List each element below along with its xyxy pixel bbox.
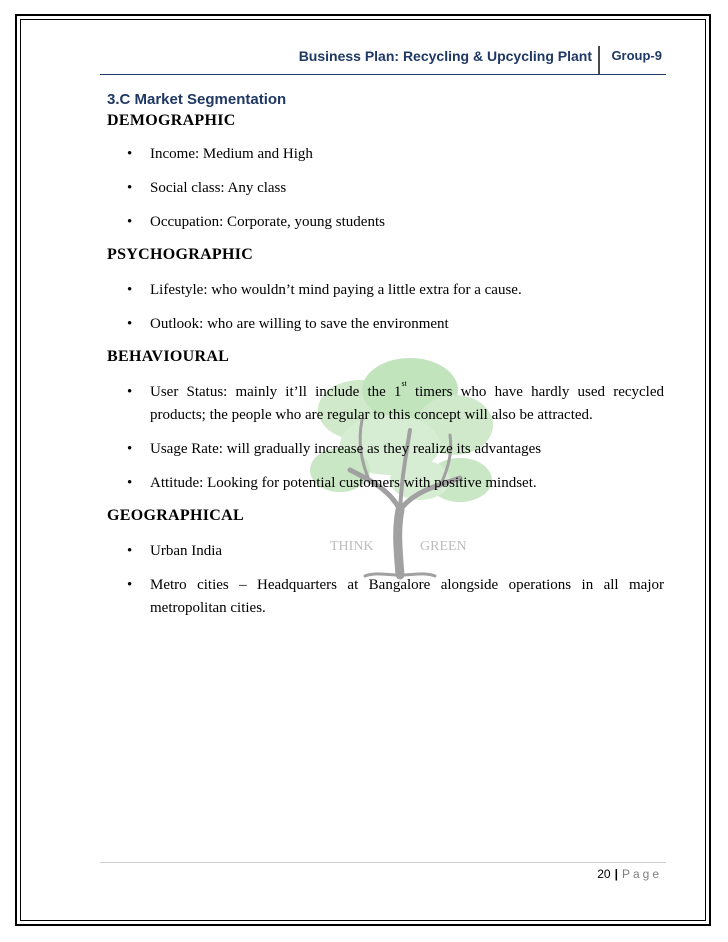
footer-page-label [597, 867, 662, 881]
list-item: • Lifestyle: who wouldn’t mind paying a little extra for a cause. [107, 279, 664, 302]
list-item: • Urban India [107, 540, 664, 563]
watermark-think-text: THINK [330, 539, 374, 554]
heading-demographic: DEMOGRAPHIC [107, 112, 236, 129]
list-item: • Outlook: who are willing to save the environment [107, 313, 664, 336]
list-item: • Income: Medium and High [107, 143, 664, 166]
watermark-green-text: GREEN [420, 539, 467, 554]
page-footer [100, 862, 666, 881]
list-item: • Metro cities – Headquarters at Bangalore alongside operations in all major metropolitan cities. [107, 574, 664, 620]
superscript-st: st [401, 379, 407, 388]
section-title: 3.C Market Segmentation [107, 91, 287, 108]
list-item-user-status [107, 381, 664, 427]
page-number: 20 [597, 867, 611, 881]
header-title: Business Plan: Recycling & Upcycling Plant [298, 48, 592, 64]
page-header [100, 46, 666, 76]
list-item: • Usage Rate: will gradually increase as they realize its advantages [107, 438, 664, 461]
header-group-label: Group-9 [611, 48, 662, 63]
heading-psychographic: PSYCHOGRAPHIC [107, 246, 254, 263]
page-content [107, 90, 664, 620]
list-item: • Social class: Any class [107, 177, 664, 200]
header-separator [598, 46, 600, 74]
user-status-text: User Status: mainly it’ll include the 1 [150, 384, 402, 400]
psychographic-list [107, 279, 664, 336]
footer-separator: | [614, 867, 618, 881]
user-status-text-continued: timers who have hardly used recycled products; the people who are regular to this concept will also be attracted. [150, 384, 664, 423]
list-item: • Occupation: Corporate, young students [107, 211, 664, 234]
footer-page-word: Page [621, 867, 662, 881]
demographic-list [107, 143, 664, 234]
geographical-list [107, 540, 664, 620]
list-item: • Attitude: Looking for potential customers with positive mindset. [107, 472, 664, 495]
header-rule [100, 74, 666, 75]
behavioural-list [107, 381, 664, 495]
heading-geographical: GEOGRAPHICAL [107, 507, 244, 524]
heading-behavioural: BEHAVIOURAL [107, 348, 230, 365]
